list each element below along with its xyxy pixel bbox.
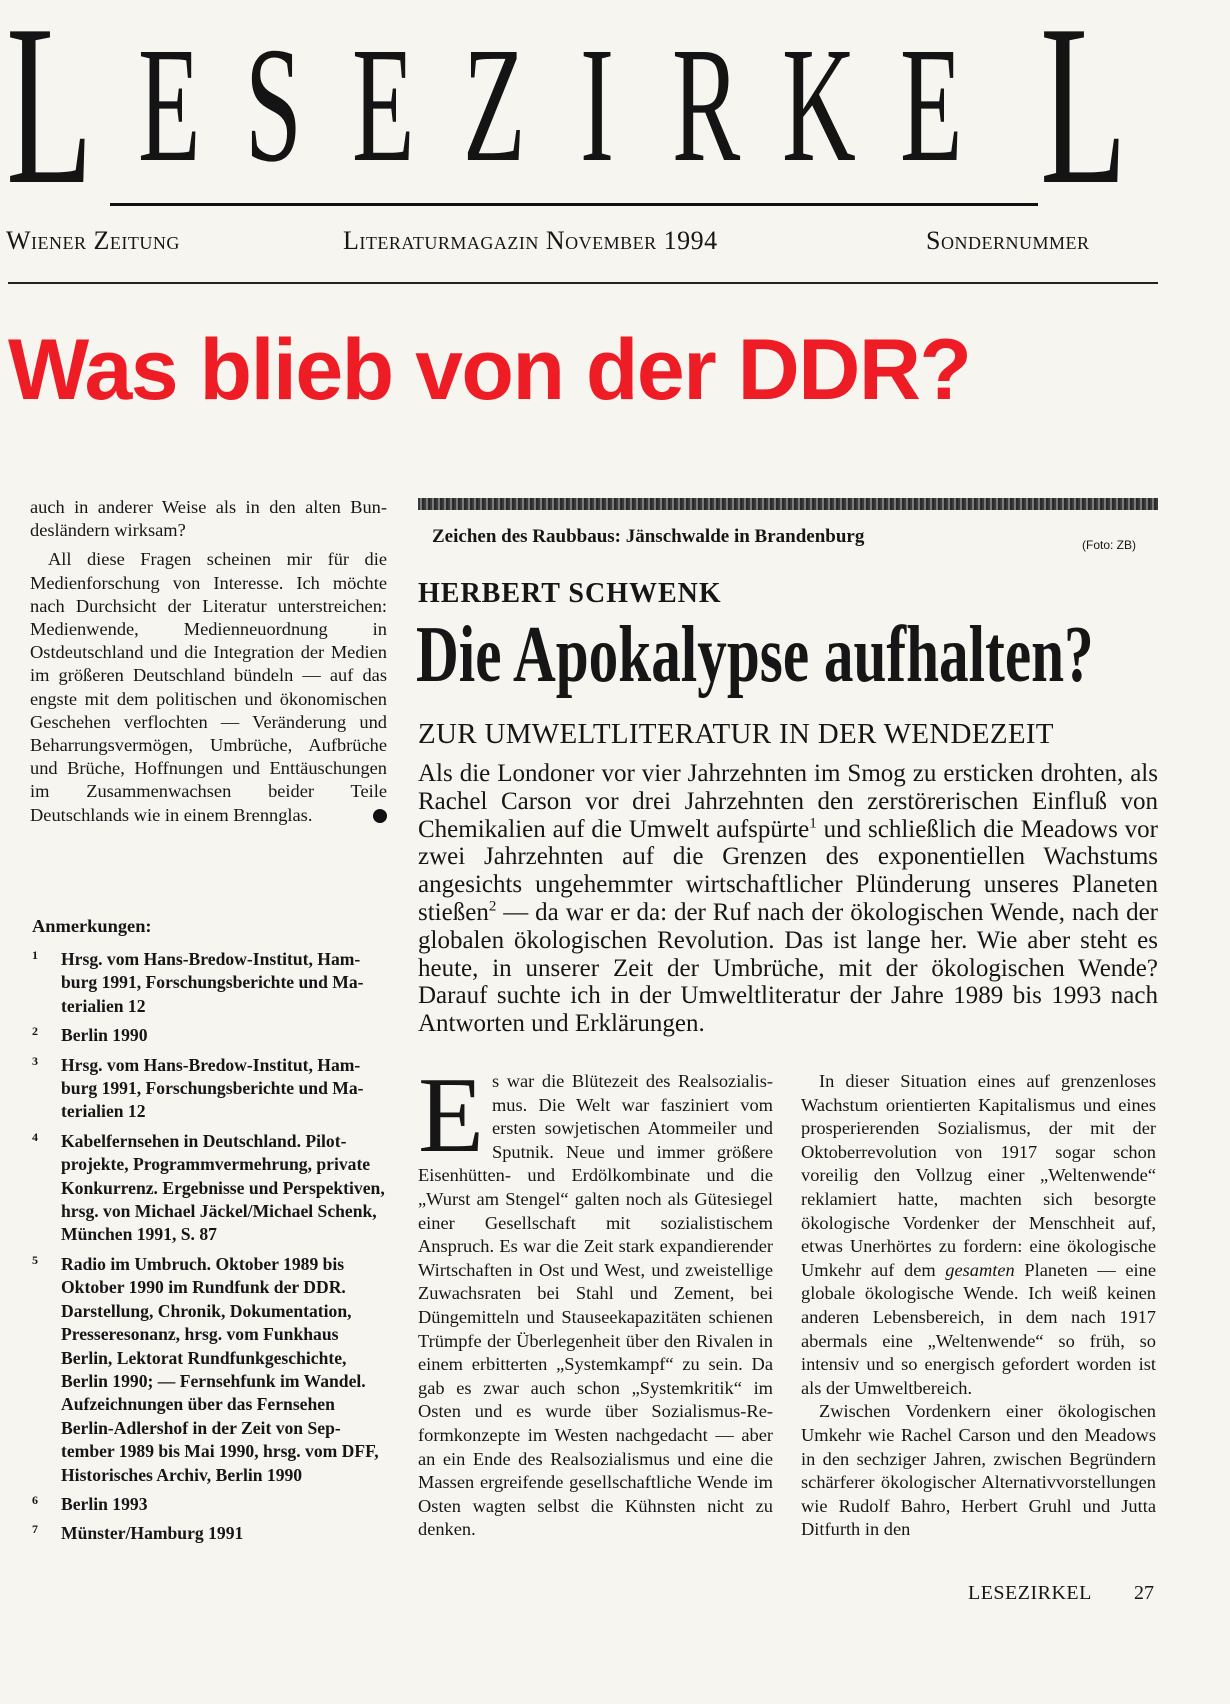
article-column-1 <box>418 1056 773 1542</box>
article-author: HERBERT SCHWENK <box>418 578 722 609</box>
note-number: 4 <box>32 1129 38 1144</box>
emphasis-text: gesamten <box>945 1259 1015 1280</box>
note-number: 3 <box>32 1053 38 1068</box>
note-item <box>32 1493 387 1516</box>
left-paragraph-text: All diese Fragen scheinen mir für die Medienforschung von Interesse. Ich möchte nach Durchsicht der Literatur unterstreichen: Medienwende, Medienneuordnung in Ostdeutschland und die Integration der Medien im größeren Deutschland bündeln — auf das engste mit dem politischen und ökonomischen Geschehen verflochten — Veränderung und Beharrungsvermögen, Umbrüche, Aufbrüche und Brüche, Hoffnungen und Enttäuschungen im Zusammenwachsen beider Teile Deutschlands wie in einem Brennglas. <box>30 549 387 825</box>
masthead-left-label: Wiener Zeitung <box>6 226 180 255</box>
masthead-letter: Z <box>463 13 526 196</box>
footer-label: LESEZIRKEL <box>968 1582 1092 1604</box>
body-paragraph: Zwischen Vordenkern einer ökologischen Umkehr wie Rachel Carson und den Meadows in den sechziger Jahren, zwischen Begründern schärferer ökologischer Alternativvorstellungen wie Rudolf Bahro, Herbert Gruhl und Jutta Ditfurth in den <box>801 1401 1156 1540</box>
footnote-marker: 1 <box>809 815 817 832</box>
lead-text: Als die Londoner vor vier Jahrzehnten im Smog zu ersticken drohten, als Rachel Carson vor drei Jahrzehnten den zerstörerischen Einfluß von Chemikalien auf die Umwelt aufspürte <box>418 760 1158 843</box>
note-number: 7 <box>32 1522 38 1537</box>
left-paragraph <box>30 548 387 826</box>
notes-heading: Anmerkungen: <box>32 916 152 936</box>
note-number: 6 <box>32 1492 38 1507</box>
masthead-letter: L <box>6 0 94 232</box>
notes-list <box>32 948 387 1552</box>
photo-credit: (Foto: ZB) <box>1082 538 1137 552</box>
end-bullet-icon <box>373 809 387 823</box>
headline: Was blieb von der DDR? <box>8 322 971 418</box>
lead-text: und schließlich die Meadows vor zwei Jahrzehnten auf die Grenzen des exponentiellen Wachstums angesichts ungehemmter wirtschaftlicher Plünderung unseres Planeten stießen <box>418 815 1158 926</box>
masthead-letter: K <box>782 13 856 196</box>
masthead-letter: R <box>672 13 741 196</box>
masthead <box>0 0 1230 255</box>
page-number: 27 <box>1134 1582 1154 1604</box>
note-text: Radio im Umbruch. Oktober 1989 bis Oktober 1990 im Rundfunk der DDR. Darstellung, Chronik, Dokumentation, Presseresonanz, hrsg. vom Funkhaus Berlin, Lektorat Rundfunkgeschichte, Berlin 1990; — Fernsehfunk im Wandel. Aufzeichnungen über das Fernsehen Berlin-Adlershof in der Zeit von September 1989 bis Mai 1990, hrsg. vom DFF, Historisches Archiv, Berlin 1990 <box>61 1253 379 1485</box>
note-item <box>32 1054 387 1124</box>
note-item <box>32 948 387 1018</box>
masthead-center-label: Literaturmagazin November 1994 <box>343 226 718 255</box>
masthead-letter: E <box>352 13 415 196</box>
note-text: Berlin 1990 <box>61 1025 148 1046</box>
note-text: Hrsg. vom Hans-Bredow-Institut, Hamburg 1991, Forschungsberichte und Materialien 12 <box>61 949 364 1016</box>
lead-paragraph <box>418 760 1158 1038</box>
note-text: Hrsg. vom Hans-Bredow-Institut, Hamburg 1991, Forschungsberichte und Materialien 12 <box>61 1054 364 1122</box>
note-text: Berlin 1993 <box>61 1493 148 1514</box>
photo-caption: Zeichen des Raubbaus: Jänschwalde in Brandenburg <box>432 526 865 547</box>
note-item <box>32 1130 387 1247</box>
masthead-letter: L <box>1040 0 1128 232</box>
body-text: Planeten — eine globale ökologische Wende. Ich weiß keinen anderen Lebensbereich, in dem nach 1917 abermals eine „Weltenwende“ so früh, so intensiv und so energisch gefordert worden ist als der Umweltbereich. <box>801 1259 1156 1398</box>
drop-cap: E <box>418 1056 484 1175</box>
note-number: 1 <box>32 948 38 962</box>
masthead-letter: I <box>580 13 615 196</box>
photo-strip <box>418 498 1158 510</box>
article-subtitle: ZUR UMWELTLITERATUR IN DER WENDEZEIT <box>418 718 1054 750</box>
note-number: 5 <box>32 1252 38 1267</box>
lead-text: — da war er da: der Ruf nach der ökologischen Wende, nach der globalen ökologischen Revolution. Das ist lange her. Wie aber steht es heute, in unserer Zeit der Umbrüche, mit der ökologischen Wende? Darauf suchte ich in der Umweltliteratur der Jahre 1989 bis 1993 nach Antworten und Erklärungen. <box>418 898 1158 1038</box>
masthead-letter: E <box>138 13 201 196</box>
left-column <box>30 496 387 827</box>
article-title: Die Apokalypse aufhalten? <box>416 611 1094 699</box>
masthead-letter: E <box>900 13 963 196</box>
article-lead <box>418 760 1158 1038</box>
note-item <box>32 1024 387 1047</box>
note-item <box>32 1522 387 1545</box>
body-paragraph <box>418 1056 773 1542</box>
masthead-right-label: Sondernummer <box>926 226 1090 255</box>
note-number: 2 <box>32 1024 38 1039</box>
note-text: Münster/Hamburg 1991 <box>61 1523 244 1544</box>
body-text: In dieser Situation eines auf grenzenloses Wachstum orientierten Kapitalismus und eines prosperierenden Sozialismus, der mit der Oktoberrevolution von 1917 sogar schon voreilig den Vollzug einer „Weltenwende“ reklamiert hatte, machten sich besorgte ökologische Vordenker der Menschheit auf, etwas Unerhörtes zu fordern: eine ökologische Umkehr auf dem <box>801 1071 1156 1280</box>
header-divider <box>8 282 1158 284</box>
masthead-letter: S <box>245 13 302 196</box>
note-text: Kabelfernsehen in Deutschland. Pilotprojekte, Programmvermehrung, private Konkurrenz. Ergebnisse und Perspektiven, hrsg. von Michael Jäckel/Michael Schenk, München 1991, S. 87 <box>61 1130 385 1245</box>
note-item <box>32 1253 387 1487</box>
left-paragraph: auch in anderer Weise als in den alten Bundesländern wirksam? <box>30 497 387 541</box>
footnote-marker: 2 <box>488 898 497 915</box>
article-column-2 <box>801 1070 1156 1542</box>
body-text: s war die Blütezeit des Realsozialismus. Die Welt war fasziniert vom ersten sowjetischen Atommeiler und Sputnik. Neue und immer größere Eisenhütten- und Erdölkombinate und die „Wurst am Stengel“ galten noch als Gütesiegel einer Gesellschaft mit sozialistischem Anspruch. Es war die Zeit stark expandierender Wirtschaften in Ost und West, und zweistellige Zuwachsraten bei Stahl und Zement, bei Düngemitteln und Stauseekapazitäten schienen Trümpfe der Überlegenheit über den Rivalen in einem erbitterten „Systemkampf“ zu sein. Da gab es zwar auch schon „Systemkritik“ im Osten und es wurde über Sozialismus-Reformkonzepte im Westen nachgedacht — aber an ein Ende des Realsozialismus und eine die Massen ergreifende gesellschaftliche Wende im Osten wagten selbst die Kühnsten nicht zu denken. <box>418 1071 773 1540</box>
masthead-rule <box>110 203 1038 206</box>
body-paragraph <box>801 1070 1156 1400</box>
